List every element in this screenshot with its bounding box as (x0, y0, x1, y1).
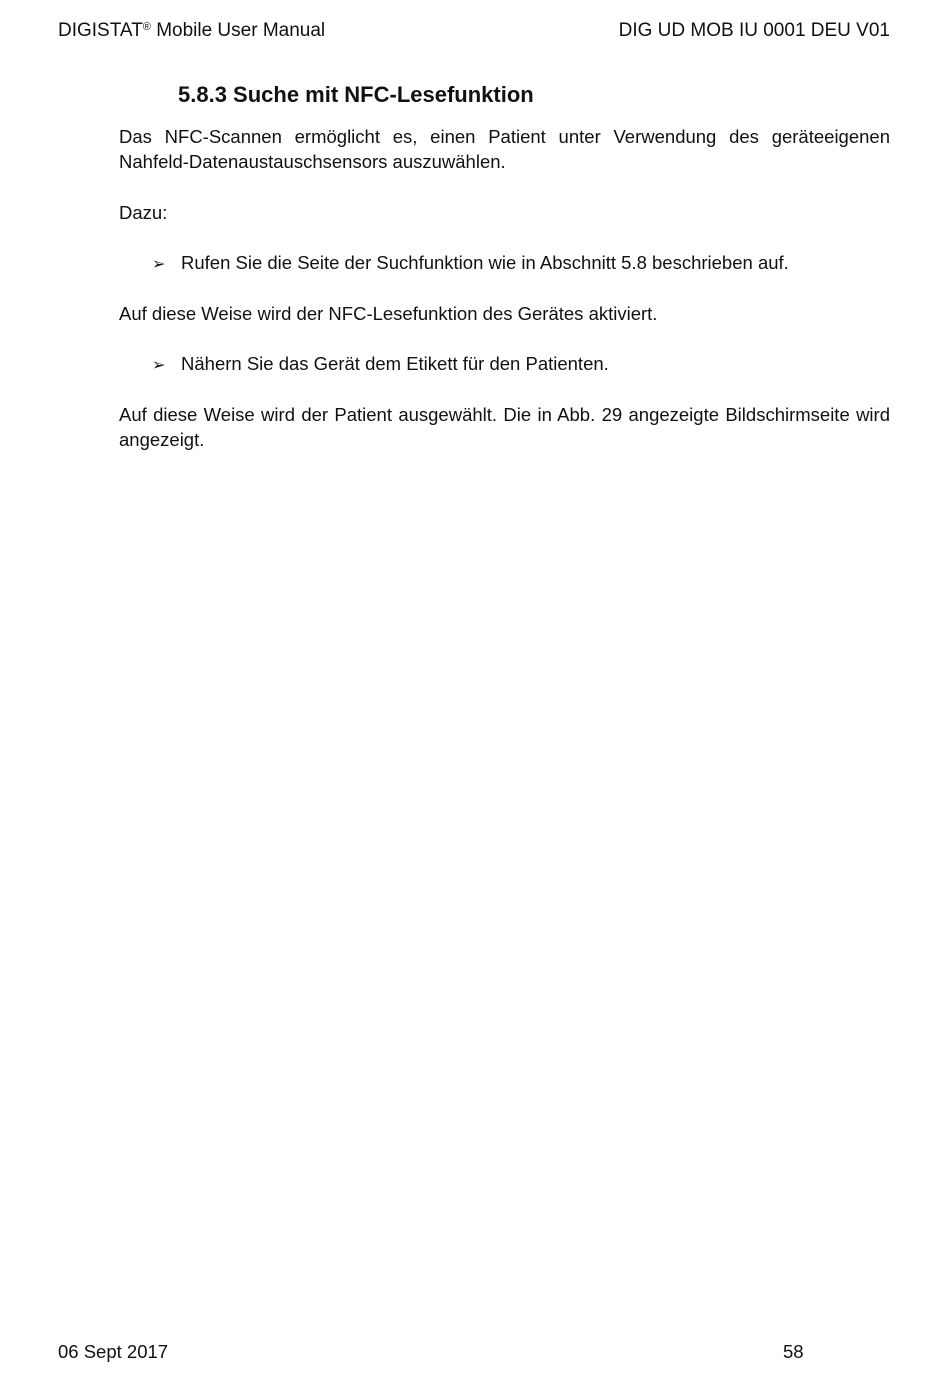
step-text-1: Rufen Sie die Seite der Suchfunktion wie in Abschnitt 5.8 beschrieben auf. (181, 252, 789, 273)
header-manual-subtitle: Mobile User Manual (156, 20, 326, 41)
section-heading: 5.8.3 Suche mit NFC-Lesefunktion (178, 82, 534, 107)
step-text-2: Nähern Sie das Gerät dem Etikett für den Patienten. (181, 353, 609, 374)
header-product-name: DIGISTAT (58, 20, 143, 41)
dazu-label: Dazu: (119, 202, 168, 223)
step-item-1 (152, 250, 789, 277)
header-manual-title (58, 20, 325, 42)
footer-page-number: 58 (783, 1341, 804, 1362)
footer-date: 06 Sept 2017 (58, 1341, 169, 1362)
intro-paragraph: Das NFC-Scannen ermöglicht es, einen Patient unter Verwendung des geräteeigenen Nahfeld-Datenaustauschsensors auszuwählen. (119, 126, 890, 172)
arrow-bullet-icon: ➢ (152, 256, 166, 273)
arrow-bullet-icon: ➢ (152, 357, 166, 374)
registered-mark: ® (142, 21, 151, 33)
step-item-2 (152, 351, 609, 378)
result-paragraph-2: Auf diese Weise wird der Patient ausgewählt. Die in Abb. 29 angezeigte Bildschirmseite wird angezeigt. (119, 404, 890, 450)
result-paragraph-1: Auf diese Weise wird der NFC-Lesefunktion des Gerätes aktiviert. (119, 303, 658, 324)
header-doc-code: DIG UD MOB IU 0001 DEU V01 (618, 20, 890, 41)
